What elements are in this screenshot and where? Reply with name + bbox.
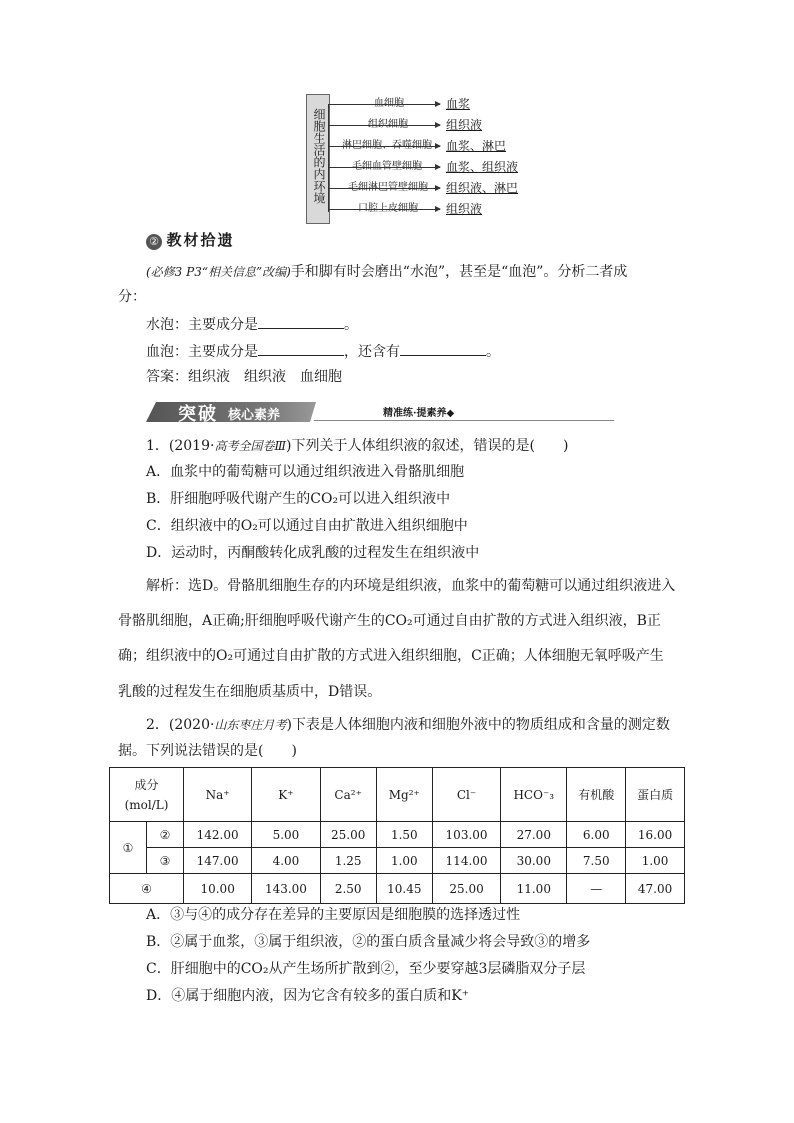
answer-text: 答案：组织液 组织液 血细胞: [146, 369, 342, 385]
option-b: B．肝细胞呼吸代谢产生的CO₂可以进入组织液中: [146, 491, 451, 507]
question-stem: 1．(2019·高考全国卷Ⅲ)下列关于人体组织液的叙述，错误的是( ): [146, 438, 569, 454]
banner-right-text: 精准练·提素养◆: [383, 408, 455, 419]
option-d: D．④属于细胞内液，因为它含有较多的蛋白质和K⁺: [146, 988, 470, 1004]
option-a: A．③与④的成分存在差异的主要原因是细胞膜的选择透过性: [146, 907, 521, 923]
table-cell: —: [567, 874, 626, 904]
table-row: [110, 848, 685, 874]
table-cell: 47.00: [626, 874, 685, 904]
answer-blank: [258, 314, 344, 329]
table-header: HCO⁻₃: [501, 768, 567, 822]
table-group-label: ①: [110, 822, 147, 874]
table-cell: 6.00: [567, 822, 626, 848]
paragraph: (必修3 P3“相关信息”改编)手和脚有时会磨出“水泡”，甚至是“血泡”。分析二者成: [146, 264, 628, 280]
table-cell: 25.00: [320, 822, 376, 848]
table-cell: 103.00: [432, 822, 500, 848]
table-cell: 25.00: [432, 874, 500, 904]
table-cell: 16.00: [626, 822, 685, 848]
table-cell: 147.00: [184, 848, 252, 874]
data-table: [109, 767, 685, 904]
option-a: A．血浆中的葡萄糖可以通过组织液进入骨骼肌细胞: [146, 464, 465, 480]
table-cell: 1.50: [376, 822, 432, 848]
option-c: C．组织液中的O₂可以通过自由扩散进入组织细胞中: [146, 518, 468, 534]
table-header: Na⁺: [184, 768, 252, 822]
table-header-row: [110, 768, 685, 822]
option-d: D．运动时，丙酮酸转化成乳酸的过程发生在组织液中: [146, 545, 480, 561]
analysis-line: 确；组织液中的O₂可通过自由扩散的方式进入组织细胞，C正确；人体细胞无氧呼吸产生: [118, 648, 664, 664]
analysis-line: 解析：选D。骨骼肌细胞生存的内环境是组织液，血浆中的葡萄糖可以通过组织液进入: [146, 578, 676, 594]
section-title: 教材拾遗: [166, 231, 235, 249]
table-cell: 30.00: [501, 848, 567, 874]
table-cell: 114.00: [432, 848, 500, 874]
table-cell: 1.25: [320, 848, 376, 874]
table-cell: 2.50: [320, 874, 376, 904]
section-heading: [146, 230, 234, 251]
table-cell: 1.00: [376, 848, 432, 874]
banner-subtitle: 核心素养: [228, 408, 281, 423]
question-stem: 2．(2020·山东枣庄月考)下表是人体细胞内液和细胞外液中的物质组成和含量的测定数: [146, 717, 670, 733]
table-cell: 10.00: [184, 874, 252, 904]
table-header: Ca²⁺: [320, 768, 376, 822]
table-cell: 143.00: [252, 874, 320, 904]
table-row-label: ②: [147, 822, 184, 848]
concept-map-brace: [328, 104, 329, 212]
fill-question: 血泡：主要成分是 ，还含有 。: [146, 341, 500, 362]
table-header: Cl⁻: [432, 768, 500, 822]
table-header: 有机酸: [567, 768, 626, 822]
analysis-line: 乳酸的过程发生在细胞质基质中，D错误。: [118, 684, 382, 700]
table-row: [110, 874, 685, 904]
table-cell: 142.00: [184, 822, 252, 848]
paragraph: 分：: [118, 289, 146, 305]
answer-blank: [258, 341, 344, 356]
table-header: K⁺: [252, 768, 320, 822]
option-c: C．肝细胞中的CO₂从产生场所扩散到②，至少要穿越3层磷脂双分子层: [146, 961, 586, 977]
section-number-icon: ②: [146, 234, 162, 250]
table-cell: 1.00: [626, 848, 685, 874]
table-cell: 5.00: [252, 822, 320, 848]
table-row-label: ④: [110, 874, 184, 904]
table-row-label: ③: [147, 848, 184, 874]
concept-map-center-label: 细胞生活的内环境: [312, 108, 326, 204]
table-cell: 10.45: [376, 874, 432, 904]
table-header: 蛋白质: [626, 768, 685, 822]
analysis-line: 骨骼肌细胞，A正确;肝细胞呼吸代谢产生的CO₂可通过自由扩散的方式进入组织液，B正: [118, 613, 661, 629]
question-stem-cont: 据。下列说法错误的是( ): [118, 743, 297, 759]
table-header-label: 成分 (mol/L): [110, 768, 184, 822]
answer-blank: [400, 341, 486, 356]
table-cell: 4.00: [252, 848, 320, 874]
fill-question: 水泡：主要成分是 。: [146, 314, 358, 335]
table-cell: 11.00: [501, 874, 567, 904]
table-row: [110, 822, 685, 848]
table-header: Mg²⁺: [376, 768, 432, 822]
banner-title: 突破: [178, 404, 218, 425]
table-cell: 7.50: [567, 848, 626, 874]
table-cell: 27.00: [501, 822, 567, 848]
option-b: B．②属于血浆，③属于组织液，②的蛋白质含量减少将会导致③的增多: [146, 934, 591, 950]
